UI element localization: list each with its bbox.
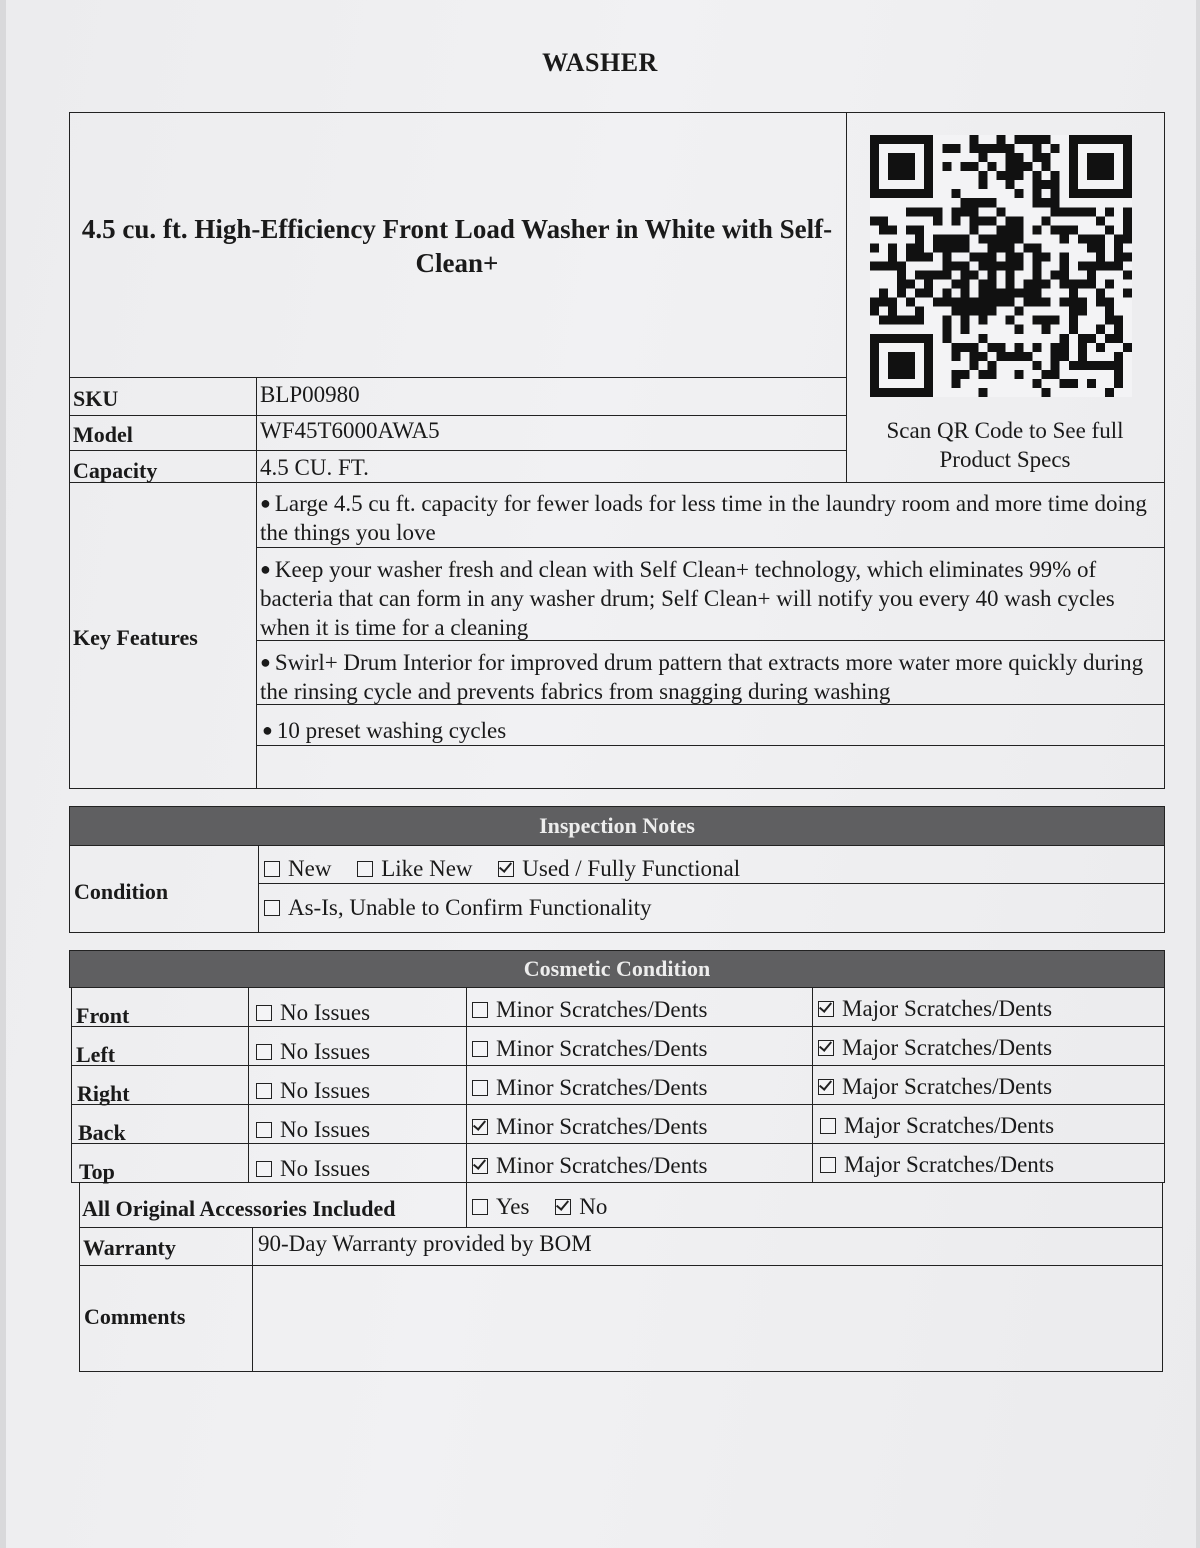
checkbox-icon[interactable] [256,1122,272,1138]
divider [466,987,467,1227]
accessories-no[interactable]: No [555,1194,607,1220]
cosmetic-header: Cosmetic Condition [69,950,1165,988]
checkbox-icon[interactable] [818,1040,834,1056]
accessories-options [472,1194,627,1220]
feature-item [260,555,1150,642]
accessories-yes[interactable]: Yes [472,1194,529,1220]
divider [248,987,249,1183]
front-major[interactable]: Major Scratches/Dents [818,996,1052,1022]
divider [71,1104,1165,1105]
top-minor[interactable]: Minor Scratches/Dents [472,1153,707,1179]
checkbox-icon[interactable] [472,1041,488,1057]
back-no-issues[interactable]: No Issues [256,1117,370,1143]
checkbox-icon[interactable] [555,1199,571,1215]
checkbox-icon[interactable] [256,1044,272,1060]
divider [71,1026,1165,1027]
right-minor[interactable]: Minor Scratches/Dents [472,1075,707,1101]
checkbox-icon[interactable] [818,1001,834,1017]
divider [79,1265,1163,1266]
checkbox-icon[interactable] [472,1080,488,1096]
comments-field[interactable] [258,1270,1158,1368]
spec-value-model: WF45T6000AWA5 [260,418,440,443]
bullet-icon: ● [260,493,271,513]
divider [256,377,257,789]
feature-item [260,489,1150,547]
divider [252,1227,253,1372]
inspection-header: Inspection Notes [69,806,1165,846]
top-no-issues[interactable]: No Issues [256,1156,370,1182]
feature-text: 10 preset washing cycles [276,718,507,743]
front-no-issues[interactable]: No Issues [256,1000,370,1026]
divider [256,745,1165,746]
feature-item [260,648,1150,706]
product-title: 4.5 cu. ft. High-Efficiency Front Load Washer in White with Self-Clean+ [81,214,833,278]
spec-label-model: Model [73,422,133,447]
divider [69,450,846,451]
row-label-front: Front [76,1003,130,1028]
bullet-icon: ● [260,559,271,579]
comments-label: Comments [84,1304,186,1329]
divider [71,1143,1165,1144]
feature-item [262,716,1152,745]
condition-option-used[interactable]: Used / Fully Functional [498,856,740,882]
divider [69,415,846,416]
back-major[interactable]: Major Scratches/Dents [820,1113,1054,1139]
warranty-value: 90-Day Warranty provided by BOM [258,1231,592,1256]
divider [846,112,847,482]
left-major[interactable]: Major Scratches/Dents [818,1035,1052,1061]
checkbox-icon[interactable] [498,861,514,877]
qr-caption: Scan QR Code to See full Product Specs [886,418,1124,472]
row-label-right: Right [77,1081,130,1106]
left-no-issues[interactable]: No Issues [256,1039,370,1065]
checkbox-icon[interactable] [357,861,373,877]
condition-label: Condition [74,879,169,904]
qr-code-icon [870,135,1132,397]
feature-text: Large 4.5 cu ft. capacity for fewer loads for less time in the laundry room and more time doing the things you love [260,491,1147,545]
right-major[interactable]: Major Scratches/Dents [818,1074,1052,1100]
right-no-issues[interactable]: No Issues [256,1078,370,1104]
checkbox-icon[interactable] [820,1118,836,1134]
spec-label-capacity: Capacity [73,458,158,483]
divider [258,883,1165,884]
row-label-left: Left [76,1042,116,1067]
divider [79,1227,1163,1228]
checkbox-icon[interactable] [256,1005,272,1021]
row-label-top: Top [79,1159,115,1184]
front-minor[interactable]: Minor Scratches/Dents [472,997,707,1023]
checkbox-icon[interactable] [256,1161,272,1177]
feature-text: Swirl+ Drum Interior for improved drum pattern that extracts more water more quickly during the rinsing cycle and prevents fabrics from snagging during washing [260,650,1144,704]
divider [258,845,259,933]
row-label-back: Back [78,1120,126,1145]
divider [69,482,1165,483]
checkbox-icon[interactable] [264,900,280,916]
key-features-label: Key Features [73,625,198,650]
condition-options-row [264,856,760,882]
checkbox-icon[interactable] [818,1079,834,1095]
warranty-label: Warranty [83,1235,176,1260]
condition-option-new[interactable]: New [264,856,331,882]
checkbox-icon[interactable] [472,1158,488,1174]
checkbox-icon[interactable] [472,1119,488,1135]
document-title: WASHER [542,48,658,77]
spec-label-sku: SKU [73,386,119,411]
bullet-icon: ● [262,720,273,740]
divider [256,547,1165,548]
spec-value-sku: BLP00980 [260,382,360,407]
left-minor[interactable]: Minor Scratches/Dents [472,1036,707,1062]
condition-option-like-new[interactable]: Like New [357,856,472,882]
checkbox-icon[interactable] [472,1199,488,1215]
spec-value-capacity: 4.5 CU. FT. [260,455,369,480]
checkbox-icon[interactable] [256,1083,272,1099]
checkbox-icon[interactable] [820,1157,836,1173]
checkbox-icon[interactable] [472,1002,488,1018]
divider [812,987,813,1183]
feature-text: Keep your washer fresh and clean with Self Clean+ technology, which eliminates 99% of bacteria that can form in any washer drum; Self Clean+ will notify you every 40 wash cycles when it is time for a cleaning [260,557,1115,640]
accessories-label: All Original Accessories Included [82,1196,396,1221]
top-major[interactable]: Major Scratches/Dents [820,1152,1054,1178]
checkbox-icon[interactable] [264,861,280,877]
divider [71,1065,1165,1066]
bullet-icon: ● [260,652,271,672]
back-minor[interactable]: Minor Scratches/Dents [472,1114,707,1140]
divider [69,377,846,378]
condition-option-as-is[interactable]: As-Is, Unable to Confirm Functionality [264,895,652,921]
